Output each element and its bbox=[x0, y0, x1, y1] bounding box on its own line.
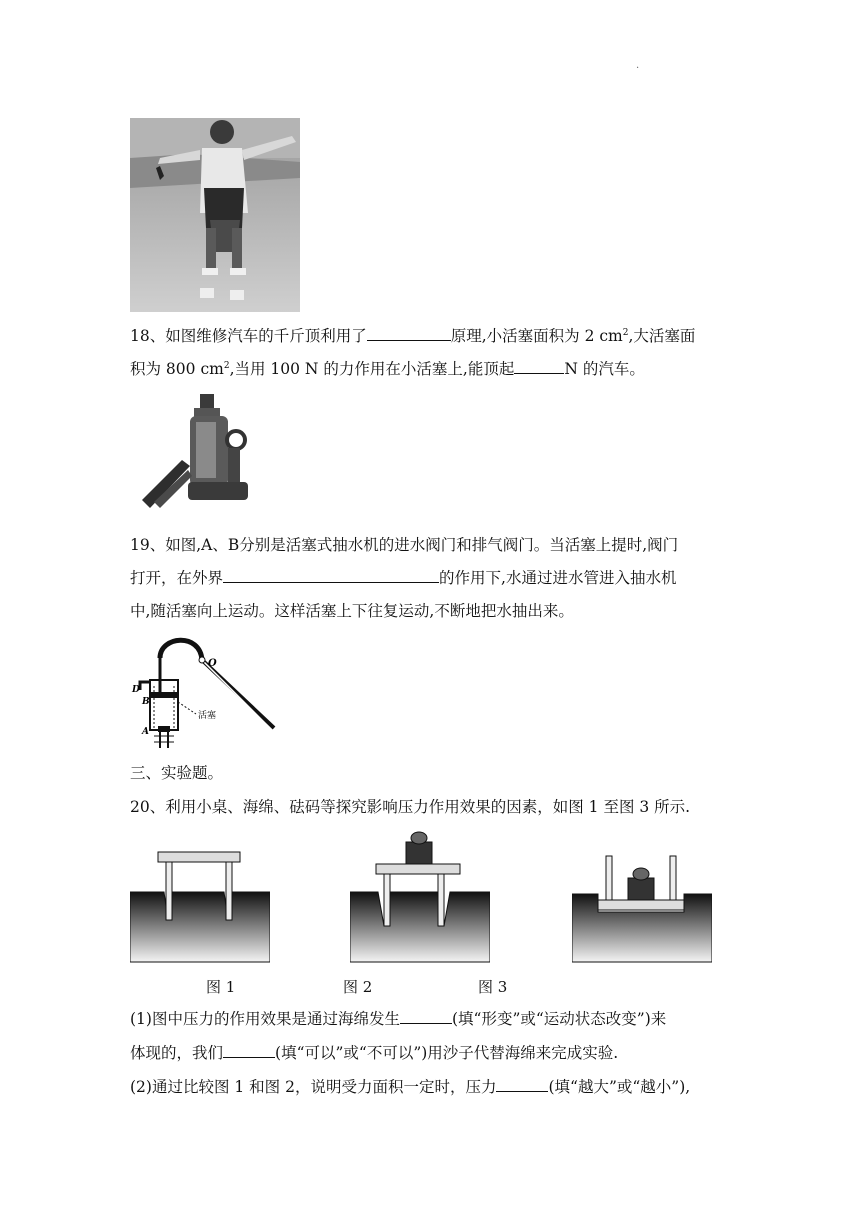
figure-1 bbox=[130, 828, 270, 964]
pump-label-o: O bbox=[208, 658, 217, 669]
q18-blank-force[interactable] bbox=[514, 359, 564, 374]
q19-text-a: 打开，在外界 bbox=[130, 569, 224, 587]
bucket-person-photo bbox=[130, 118, 300, 312]
q18-text-d: 积为 800 cm bbox=[130, 360, 224, 379]
q20-blank-3[interactable] bbox=[496, 1077, 548, 1092]
q18-text-f: N 的汽车。 bbox=[564, 360, 645, 379]
q20-s2-text-b: (填“越大”或“越小”), bbox=[548, 1078, 691, 1096]
q18-text-c: ,大活塞面 bbox=[628, 327, 696, 346]
pump-label-a: A bbox=[142, 727, 149, 737]
q20-s1-text-d: (填“可以”或“不可以”)用沙子代替海绵来完成实验. bbox=[275, 1044, 619, 1062]
pump-label-b: B bbox=[142, 697, 150, 707]
pump-label-d: D bbox=[132, 685, 140, 695]
figure-3-caption: 图 3 bbox=[478, 978, 508, 996]
q18-text-e: ,当用 100 N 的力作用在小活塞上,能顶起 bbox=[229, 360, 515, 379]
figure-3 bbox=[572, 828, 712, 964]
figure-1-caption: 图 1 bbox=[206, 978, 236, 996]
q20-s2-text-a: (2)通过比较图 1 和图 2，说明受力面积一定时，压力 bbox=[130, 1078, 497, 1096]
q19-blank-pressure[interactable] bbox=[223, 568, 439, 583]
q18-text-a: 18、如图维修汽车的千斤顶利用了 bbox=[130, 327, 367, 346]
page-mark: . bbox=[636, 60, 640, 71]
q19-line2 bbox=[130, 568, 676, 588]
q18-blank-principle[interactable] bbox=[367, 326, 451, 341]
figure-2 bbox=[350, 828, 490, 964]
q18-sup-2: 2 bbox=[223, 361, 230, 371]
q20-s1-text-c: 体现的，我们 bbox=[130, 1044, 224, 1062]
q20-s1-text-a: (1)图中压力的作用效果是通过海绵发生 bbox=[130, 1010, 400, 1028]
q20-s1-line1 bbox=[130, 1009, 666, 1029]
hydraulic-jack-image bbox=[138, 390, 260, 512]
q19-line3: 中,随活塞向上运动。这样活塞上下往复运动,不断地把水抽出来。 bbox=[130, 602, 574, 620]
q20-blank-2[interactable] bbox=[223, 1043, 275, 1058]
pump-label-piston: 活塞 bbox=[198, 711, 217, 721]
section-3-heading: 三、实验题。 bbox=[130, 764, 224, 782]
q18-text-b: 原理,小活塞面积为 2 cm bbox=[450, 327, 623, 346]
q20-s2-line1 bbox=[130, 1077, 690, 1097]
q20-blank-1[interactable] bbox=[400, 1009, 452, 1024]
q19-line1: 19、如图,A、B分别是活塞式抽水机的进水阀门和排气阀门。当活塞上提时,阀门 bbox=[130, 536, 679, 554]
q18-line2 bbox=[130, 356, 645, 379]
q18-sup-1: 2 bbox=[622, 328, 629, 338]
q20-s1-line2 bbox=[130, 1043, 618, 1063]
q20-s1-text-b: (填“形变”或“运动状态改变”)来 bbox=[451, 1010, 667, 1028]
q18-line1 bbox=[130, 323, 695, 346]
q20-intro: 20、利用小桌、海绵、砝码等探究影响压力作用效果的因素，如图 1 至图 3 所示. bbox=[130, 798, 691, 816]
figure-2-caption: 图 2 bbox=[343, 978, 373, 996]
piston-pump-diagram bbox=[130, 630, 280, 750]
q19-text-b: 的作用下,水通过进水管进入抽水机 bbox=[439, 569, 677, 587]
